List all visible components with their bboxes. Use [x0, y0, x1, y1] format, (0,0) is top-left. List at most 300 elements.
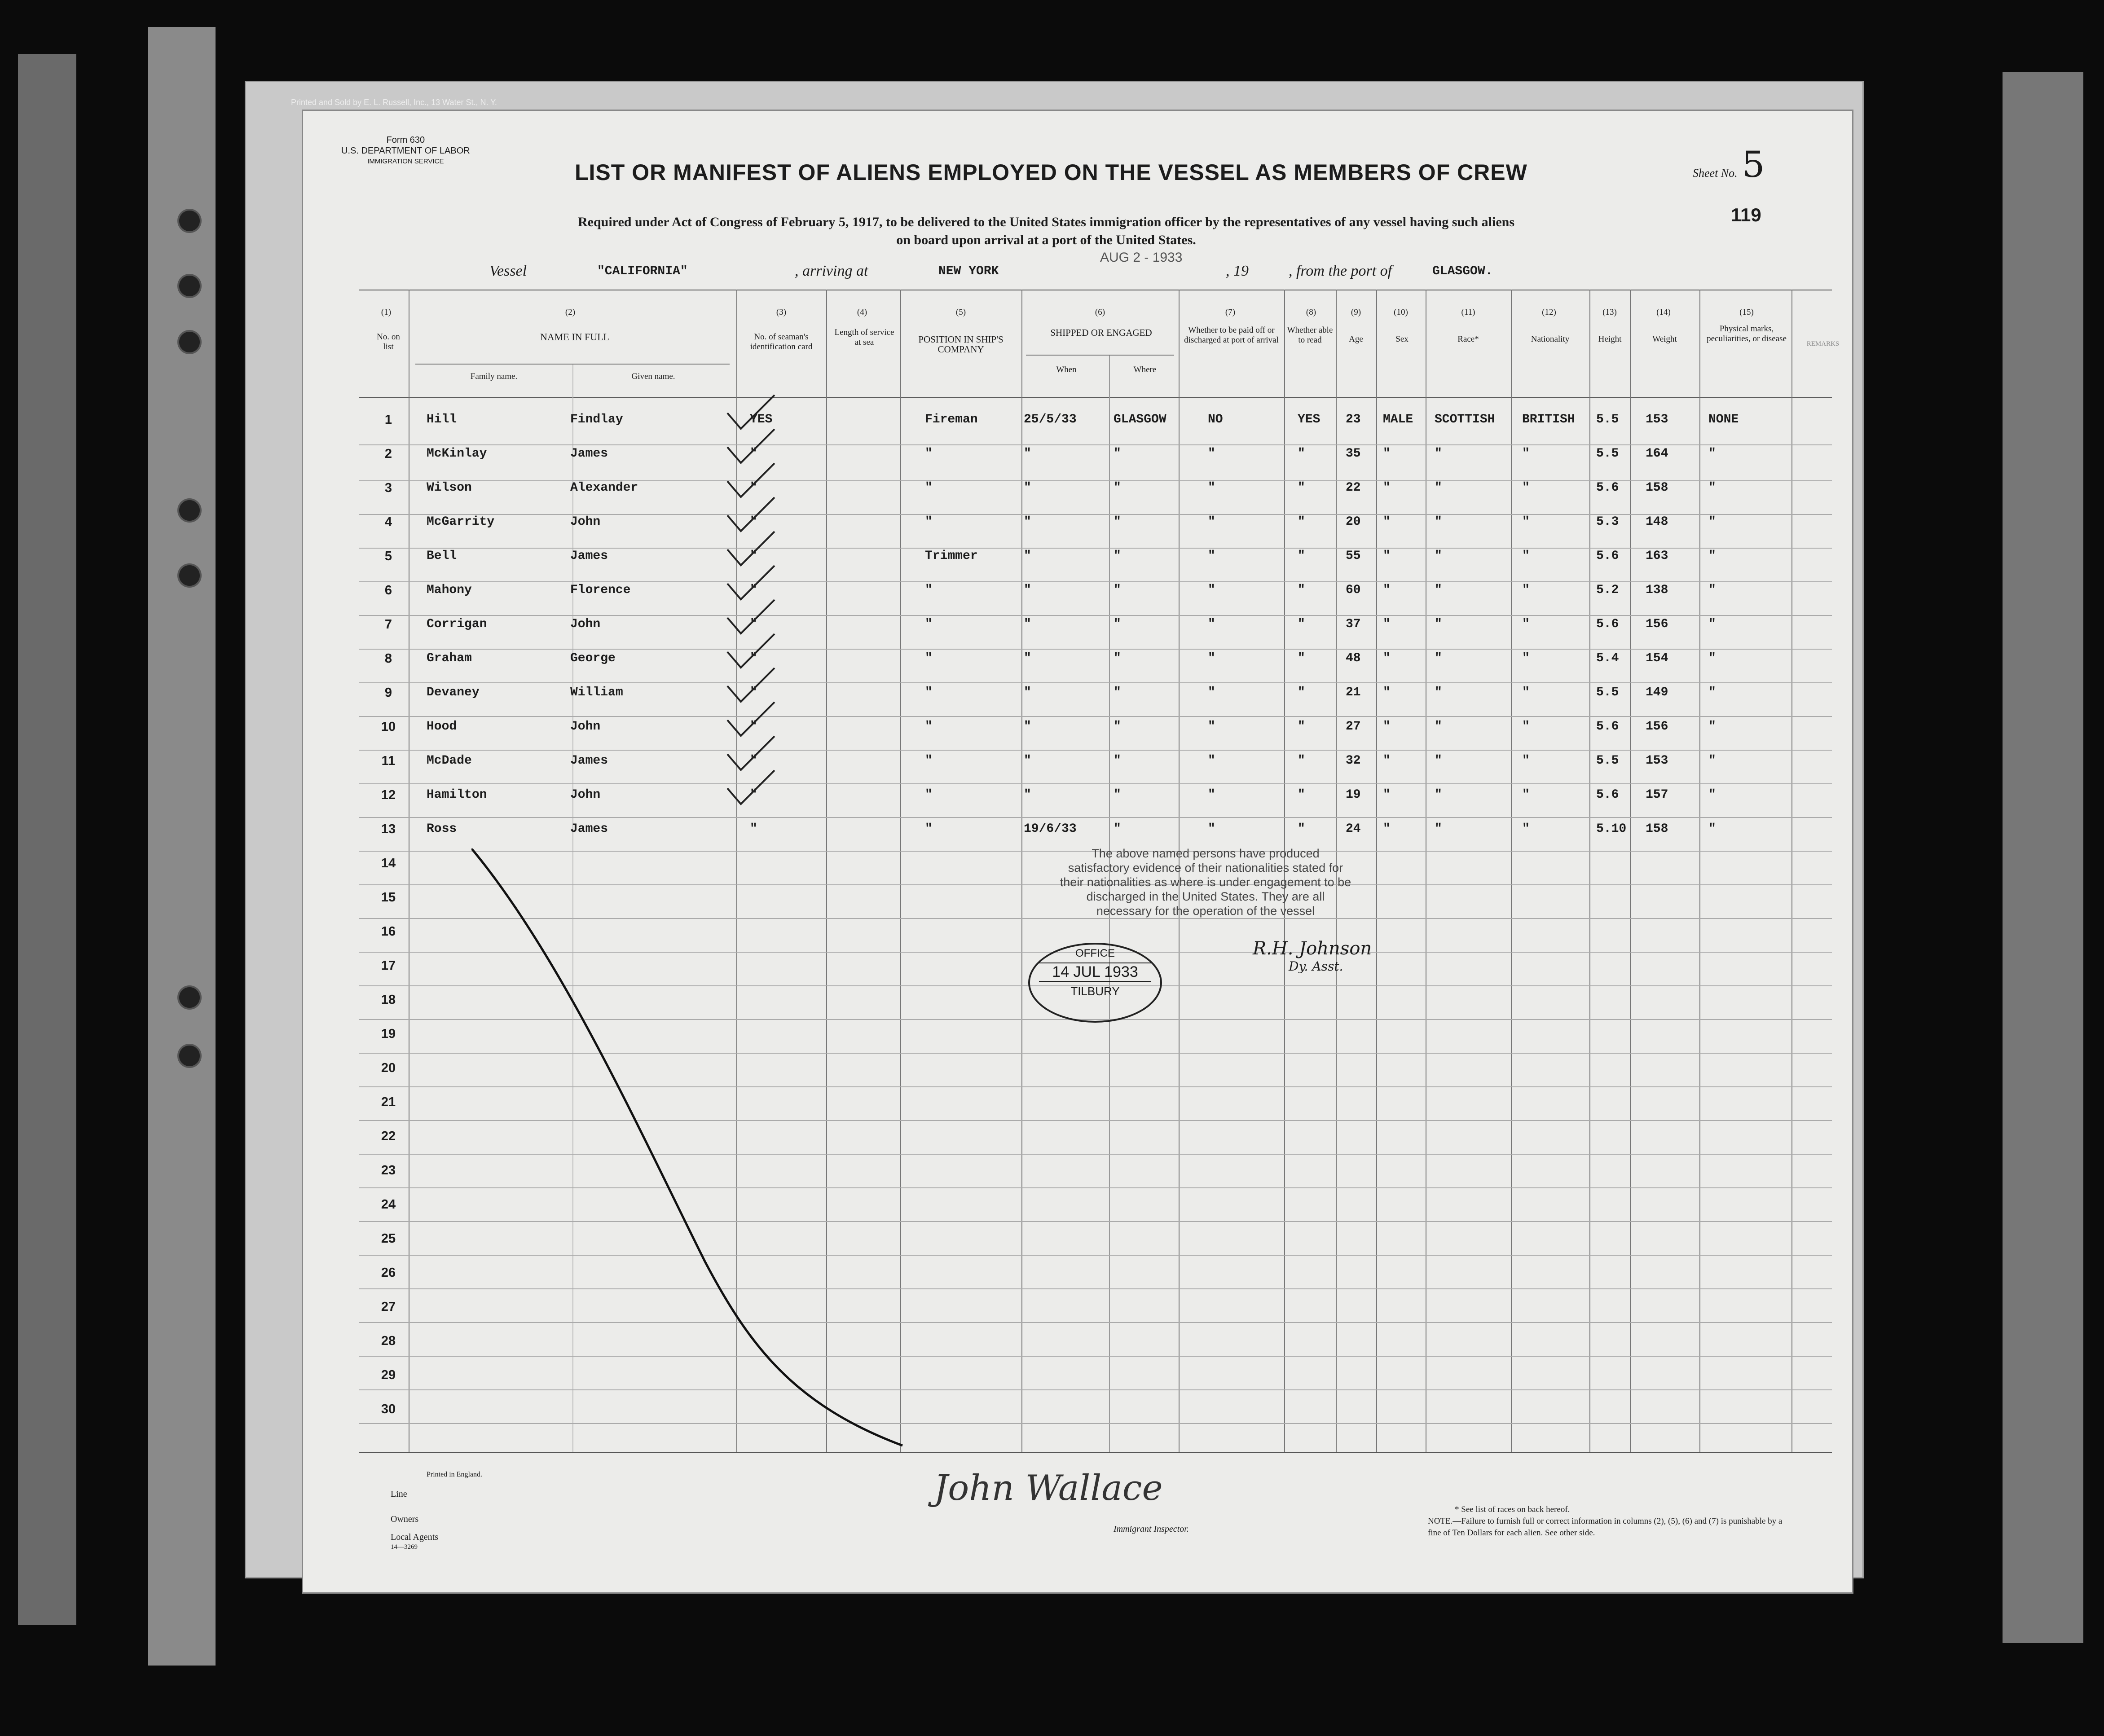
given-name: John: [570, 788, 601, 802]
col-num-9: (9): [1351, 308, 1361, 317]
column-rule: [1511, 290, 1512, 1452]
col-num-14: (14): [1656, 308, 1671, 317]
sheet-number: 5: [1742, 144, 1765, 185]
sex: ": [1383, 822, 1391, 836]
physical-marks: ": [1708, 447, 1716, 461]
nationality: ": [1522, 447, 1530, 461]
row-number: 14: [381, 856, 396, 870]
column-rule: [1376, 290, 1377, 1452]
vessel-label: Vessel: [489, 263, 527, 279]
paid-off: ": [1208, 549, 1215, 563]
given-name: William: [570, 686, 623, 699]
family-name: McKinlay: [427, 447, 487, 461]
seaman-card: ": [750, 481, 757, 495]
position: ": [925, 515, 933, 529]
certification-text: The above named persons have produced satisfactory evidence of their nationalities stated for their nationalities as where is under engagement to be discharged in the United States. They are all necessary for the operation of the vessel: [1060, 847, 1351, 918]
sex: ": [1383, 447, 1391, 461]
punch-hole: [177, 985, 202, 1010]
row-number: 3: [384, 481, 392, 495]
col-header-remarks: REMARKS: [1806, 340, 1840, 347]
able-to-read: ": [1298, 788, 1305, 802]
paid-off: ": [1208, 754, 1215, 768]
able-to-read: ": [1298, 754, 1305, 768]
family-name: Hill: [427, 413, 457, 426]
position: ": [925, 617, 933, 631]
height: 5.6: [1596, 549, 1619, 563]
family-name: Hamilton: [427, 788, 487, 802]
family-name: Hood: [427, 720, 457, 734]
family-name: Devaney: [427, 686, 480, 699]
sex: ": [1383, 788, 1391, 802]
height: 5.5: [1596, 686, 1619, 699]
col-header-no-on-list: No. on list: [377, 332, 400, 352]
physical-marks: ": [1708, 481, 1716, 495]
seaman-card: ": [750, 686, 757, 699]
able-to-read: ": [1298, 822, 1305, 836]
col-num-11: (11): [1461, 308, 1475, 317]
height: 5.3: [1596, 515, 1619, 529]
col-num-13: (13): [1602, 308, 1617, 317]
shipped-where: GLASGOW: [1114, 413, 1166, 426]
shipped-where: ": [1114, 481, 1121, 495]
given-name: Florence: [570, 583, 631, 597]
shipped-where: ": [1114, 651, 1121, 665]
shipped-when: ": [1024, 549, 1031, 563]
header-bottom-rule: [359, 397, 1832, 398]
seaman-card: ": [750, 651, 757, 665]
weight: 149: [1646, 686, 1668, 699]
weight: 163: [1646, 549, 1668, 563]
shipped-where: ": [1114, 822, 1121, 836]
sex: ": [1383, 481, 1391, 495]
printer-line: Printed and Sold by E. L. Russell, Inc., 13 Water St., N. Y.: [291, 98, 497, 107]
position: ": [925, 583, 933, 597]
race: ": [1435, 481, 1442, 495]
shipped-when: ": [1024, 583, 1031, 597]
able-to-read: ": [1298, 447, 1305, 461]
nationality: ": [1522, 583, 1530, 597]
form-number-block: [341, 135, 470, 167]
punch-hole: [177, 330, 202, 354]
race: ": [1435, 754, 1442, 768]
height: 5.10: [1596, 822, 1627, 836]
shipped-when: ": [1024, 686, 1031, 699]
physical-marks: ": [1708, 515, 1716, 529]
weight: 164: [1646, 447, 1668, 461]
row-number: 27: [381, 1300, 396, 1314]
family-name: Bell: [427, 549, 457, 563]
col-num-4: (4): [857, 308, 867, 317]
position: ": [925, 447, 933, 461]
physical-marks: ": [1708, 822, 1716, 836]
age: 35: [1346, 447, 1361, 461]
paid-off: ": [1208, 651, 1215, 665]
race: ": [1435, 447, 1442, 461]
column-rule: [1630, 290, 1631, 1452]
weight: 154: [1646, 651, 1668, 665]
shipped-when: ": [1024, 788, 1031, 802]
col-num-3: (3): [776, 308, 787, 317]
physical-marks: ": [1708, 788, 1716, 802]
height: 5.6: [1596, 788, 1619, 802]
shipped-where: ": [1114, 686, 1121, 699]
nationality: ": [1522, 720, 1530, 734]
sheet-number-label: Sheet No. 5: [1693, 144, 1765, 185]
age: 22: [1346, 481, 1361, 495]
paid-off: ": [1208, 447, 1215, 461]
physical-marks: ": [1708, 617, 1716, 631]
shipped-when: ": [1024, 754, 1031, 768]
family-name: McDade: [427, 754, 472, 768]
seaman-card: ": [750, 822, 757, 836]
department-name: U.S. DEPARTMENT OF LABOR: [341, 146, 470, 156]
given-name: John: [570, 515, 601, 529]
paid-off: ": [1208, 583, 1215, 597]
physical-marks: ": [1708, 754, 1716, 768]
race: ": [1435, 549, 1442, 563]
from-port: GLASGOW.: [1432, 264, 1493, 278]
shipped-where: ": [1114, 583, 1121, 597]
seaman-card: ": [750, 549, 757, 563]
agents-label: Local Agents: [391, 1532, 439, 1542]
position: Fireman: [925, 413, 978, 426]
col-num-12: (12): [1542, 308, 1556, 317]
position: ": [925, 481, 933, 495]
punch-hole: [177, 563, 202, 588]
race: ": [1435, 583, 1442, 597]
paid-off: ": [1208, 617, 1215, 631]
shipped-when: ": [1024, 720, 1031, 734]
from-port-label: , from the port of: [1289, 263, 1392, 279]
age: 19: [1346, 788, 1361, 802]
given-name: John: [570, 617, 601, 631]
row-number: 23: [381, 1163, 396, 1178]
inspector-label: Immigrant Inspector.: [1114, 1524, 1189, 1534]
col-num-5: (5): [955, 308, 966, 317]
position: ": [925, 720, 933, 734]
agents-code: 14—3269: [391, 1543, 418, 1551]
race: ": [1435, 686, 1442, 699]
printed-in: Printed in England.: [427, 1471, 482, 1478]
shipped-where: ": [1114, 617, 1121, 631]
cancellation-line: [471, 848, 911, 1450]
col-num-6: (6): [1095, 308, 1105, 317]
sex: ": [1383, 583, 1391, 597]
row-number: 12: [381, 788, 396, 802]
col-header-age: Age: [1349, 334, 1363, 344]
age: 24: [1346, 822, 1361, 836]
col-num-1: (1): [381, 308, 392, 317]
seaman-card: ": [750, 617, 757, 631]
able-to-read: YES: [1298, 413, 1321, 426]
col-num-10: (10): [1394, 308, 1408, 317]
paid-off: ": [1208, 788, 1215, 802]
row-number: 4: [384, 515, 392, 529]
col-num-7: (7): [1225, 308, 1236, 317]
able-to-read: ": [1298, 515, 1305, 529]
shipped-when: ": [1024, 447, 1031, 461]
col-header-able-to-read: Whether able to read: [1287, 325, 1333, 345]
shipped-when: ": [1024, 651, 1031, 665]
row-number: 10: [381, 720, 396, 734]
punch-hole: [177, 274, 202, 298]
row-number: 20: [381, 1061, 396, 1075]
shipped-when: ": [1024, 515, 1031, 529]
col-header-family-name: Family name.: [470, 372, 518, 381]
form-number: Form 630: [386, 135, 425, 145]
nationality: ": [1522, 822, 1530, 836]
age: 20: [1346, 515, 1361, 529]
row-number: 15: [381, 890, 396, 905]
weight: 156: [1646, 617, 1668, 631]
row-number: 6: [384, 583, 392, 598]
year-label: , 19: [1226, 263, 1249, 279]
shipped-when: ": [1024, 617, 1031, 631]
race: ": [1435, 788, 1442, 802]
shipped-where: ": [1114, 788, 1121, 802]
height: 5.2: [1596, 583, 1619, 597]
nationality: ": [1522, 481, 1530, 495]
paid-off: ": [1208, 515, 1215, 529]
col-header-physical-marks: Physical marks, peculiarities, or disease: [1707, 324, 1787, 343]
col-header-shipped: SHIPPED OR ENGAGED: [1050, 327, 1152, 338]
able-to-read: ": [1298, 549, 1305, 563]
col-num-15: (15): [1739, 308, 1754, 317]
row-number: 22: [381, 1129, 396, 1143]
height: 5.6: [1596, 481, 1619, 495]
height: 5.5: [1596, 754, 1619, 768]
sex: ": [1383, 617, 1391, 631]
arrival-date-stamp: AUG 2 - 1933: [1100, 250, 1183, 265]
row-number: 5: [384, 549, 392, 563]
able-to-read: ": [1298, 686, 1305, 699]
row-number: 19: [381, 1027, 396, 1041]
col-header-when: When: [1056, 365, 1077, 374]
able-to-read: ": [1298, 617, 1305, 631]
nationality: ": [1522, 686, 1530, 699]
punch-hole: [177, 209, 202, 233]
height: 5.6: [1596, 617, 1619, 631]
family-name: Wilson: [427, 481, 472, 495]
sex: ": [1383, 515, 1391, 529]
owners-label: Owners: [391, 1514, 419, 1524]
col-header-name-in-full: NAME IN FULL: [540, 331, 609, 343]
seaman-card: ": [750, 720, 757, 734]
seaman-card: ": [750, 754, 757, 768]
given-name: James: [570, 447, 608, 461]
nationality: ": [1522, 617, 1530, 631]
seaman-card: ": [750, 515, 757, 529]
physical-marks: NONE: [1708, 413, 1739, 426]
position: ": [925, 651, 933, 665]
sex: ": [1383, 720, 1391, 734]
row-number: 9: [384, 686, 392, 700]
nationality: ": [1522, 651, 1530, 665]
family-name: Ross: [427, 822, 457, 836]
race: ": [1435, 822, 1442, 836]
height: 5.4: [1596, 651, 1619, 665]
row-number: 8: [384, 651, 392, 666]
physical-marks: ": [1708, 549, 1716, 563]
weight: 153: [1646, 754, 1668, 768]
punch-hole: [177, 1044, 202, 1068]
seaman-card: ": [750, 447, 757, 461]
position: Trimmer: [925, 549, 978, 563]
reference-number: 119: [1731, 204, 1761, 225]
weight: 148: [1646, 515, 1668, 529]
row-number: 1: [384, 413, 392, 427]
table-bottom-rule: [359, 1452, 1832, 1453]
vessel-name: "CALIFORNIA": [597, 264, 688, 278]
shipped-where: ": [1114, 549, 1121, 563]
right-page-edge: [2003, 72, 2083, 1643]
page-title: LIST OR MANIFEST OF ALIENS EMPLOYED ON THE VESSEL AS MEMBERS OF CREW: [575, 160, 1527, 185]
col-header-weight: Weight: [1652, 334, 1677, 344]
position: ": [925, 686, 933, 699]
given-name: James: [570, 549, 608, 563]
row-number: 2: [384, 447, 392, 461]
weight: 153: [1646, 413, 1668, 426]
col-num-8: (8): [1306, 308, 1316, 317]
shipped-where: ": [1114, 720, 1121, 734]
col-header-position: POSITION IN SHIP'S COMPANY: [918, 334, 1004, 355]
col-header-paid-off: Whether to be paid off or discharged at port of arrival: [1184, 325, 1279, 345]
paid-off: NO: [1208, 413, 1223, 426]
arriving-port: NEW YORK: [938, 264, 999, 278]
race: ": [1435, 617, 1442, 631]
height: 5.5: [1596, 447, 1619, 461]
col-header-height: Height: [1598, 334, 1622, 344]
paid-off: ": [1208, 481, 1215, 495]
height: 5.6: [1596, 720, 1619, 734]
service-name: IMMIGRATION SERVICE: [367, 158, 444, 165]
seaman-card: ": [750, 583, 757, 597]
physical-marks: ": [1708, 583, 1716, 597]
punch-hole: [177, 498, 202, 523]
family-name: Mahony: [427, 583, 472, 597]
age: 32: [1346, 754, 1361, 768]
given-name: John: [570, 720, 601, 734]
race: ": [1435, 515, 1442, 529]
tilbury-office-stamp: OFFICE 14 JUL 1933 TILBURY: [1028, 943, 1162, 1023]
family-name: Graham: [427, 651, 472, 665]
shipped-when: ": [1024, 481, 1031, 495]
row-number: 21: [381, 1095, 396, 1109]
weight: 138: [1646, 583, 1668, 597]
age: 48: [1346, 651, 1361, 665]
col-header-race: Race*: [1457, 334, 1479, 344]
race: SCOTTISH: [1435, 413, 1495, 426]
page-subtitle: Required under Act of Congress of February 5, 1917, to be delivered to the United States immigration officer by the representatives of any vessel having such aliens on board upon arrival at a port of the United States.: [578, 215, 1514, 247]
seaman-card: ": [750, 788, 757, 802]
row-number: 7: [384, 617, 392, 632]
given-name: James: [570, 822, 608, 836]
line-label: Line: [391, 1489, 407, 1499]
given-name: Findlay: [570, 413, 623, 426]
col-num-2: (2): [565, 308, 576, 317]
position: ": [925, 822, 933, 836]
row-number: 16: [381, 924, 396, 939]
row-number: 11: [381, 754, 396, 768]
able-to-read: ": [1298, 583, 1305, 597]
row-number: 30: [381, 1402, 396, 1416]
paid-off: ": [1208, 822, 1215, 836]
shipped-when: 25/5/33: [1024, 413, 1077, 426]
physical-marks: ": [1708, 720, 1716, 734]
given-name: George: [570, 651, 616, 665]
footer-labels: [391, 1468, 482, 1551]
column-rule: [1589, 290, 1590, 1452]
weight: 157: [1646, 788, 1668, 802]
paid-off: ": [1208, 686, 1215, 699]
sex: ": [1383, 549, 1391, 563]
col-header-nationality: Nationality: [1531, 334, 1570, 344]
nationality: BRITISH: [1522, 413, 1575, 426]
seaman-card: YES: [750, 413, 773, 426]
family-name: McGarrity: [427, 515, 495, 529]
row-number: 25: [381, 1231, 396, 1246]
age: 23: [1346, 413, 1361, 426]
age: 60: [1346, 583, 1361, 597]
col-header-given-name: Given name.: [631, 372, 675, 381]
age: 21: [1346, 686, 1361, 699]
column-rule: [1791, 290, 1792, 1452]
row-number: 28: [381, 1334, 396, 1348]
able-to-read: ": [1298, 720, 1305, 734]
row-number: 17: [381, 958, 396, 973]
inspector-signature: John Wallace: [934, 1468, 1163, 1508]
row-number: 13: [381, 822, 396, 836]
age: 37: [1346, 617, 1361, 631]
weight: 156: [1646, 720, 1668, 734]
race: ": [1435, 720, 1442, 734]
footer-note: * See list of races on back hereof. NOTE.—Failure to furnish full or correct information in columns (2), (5), (6) and (7) is punishable by a fine of Ten Dollars for each alien. See other side.: [1428, 1505, 1783, 1538]
physical-marks: ": [1708, 651, 1716, 665]
sex: ": [1383, 651, 1391, 665]
arriving-label: , arriving at: [795, 263, 868, 279]
certification-signature: R.H. Johnson Dy. Asst.: [1253, 938, 1372, 974]
position: ": [925, 788, 933, 802]
row-number: 24: [381, 1197, 396, 1212]
col-header-service-length: Length of service at sea: [834, 328, 894, 347]
row-number: 26: [381, 1266, 396, 1280]
left-page-edge-2: [148, 27, 216, 1666]
row-number: 29: [381, 1368, 396, 1382]
shipped-where: ": [1114, 754, 1121, 768]
nationality: ": [1522, 515, 1530, 529]
column-rule: [1699, 290, 1700, 1452]
col-header-sex: Sex: [1395, 334, 1409, 344]
sex: ": [1383, 686, 1391, 699]
position: ": [925, 754, 933, 768]
able-to-read: ": [1298, 481, 1305, 495]
paid-off: ": [1208, 720, 1215, 734]
family-name: Corrigan: [427, 617, 487, 631]
able-to-read: ": [1298, 651, 1305, 665]
nationality: ": [1522, 754, 1530, 768]
col-header-seaman-card: No. of seaman's identification card: [750, 332, 813, 352]
shipped-where: ": [1114, 447, 1121, 461]
nationality: ": [1522, 549, 1530, 563]
age: 55: [1346, 549, 1361, 563]
row-number: 18: [381, 993, 396, 1007]
shipped-where: ": [1114, 515, 1121, 529]
age: 27: [1346, 720, 1361, 734]
nationality: ": [1522, 788, 1530, 802]
race: ": [1435, 651, 1442, 665]
weight: 158: [1646, 481, 1668, 495]
given-name: James: [570, 754, 608, 768]
